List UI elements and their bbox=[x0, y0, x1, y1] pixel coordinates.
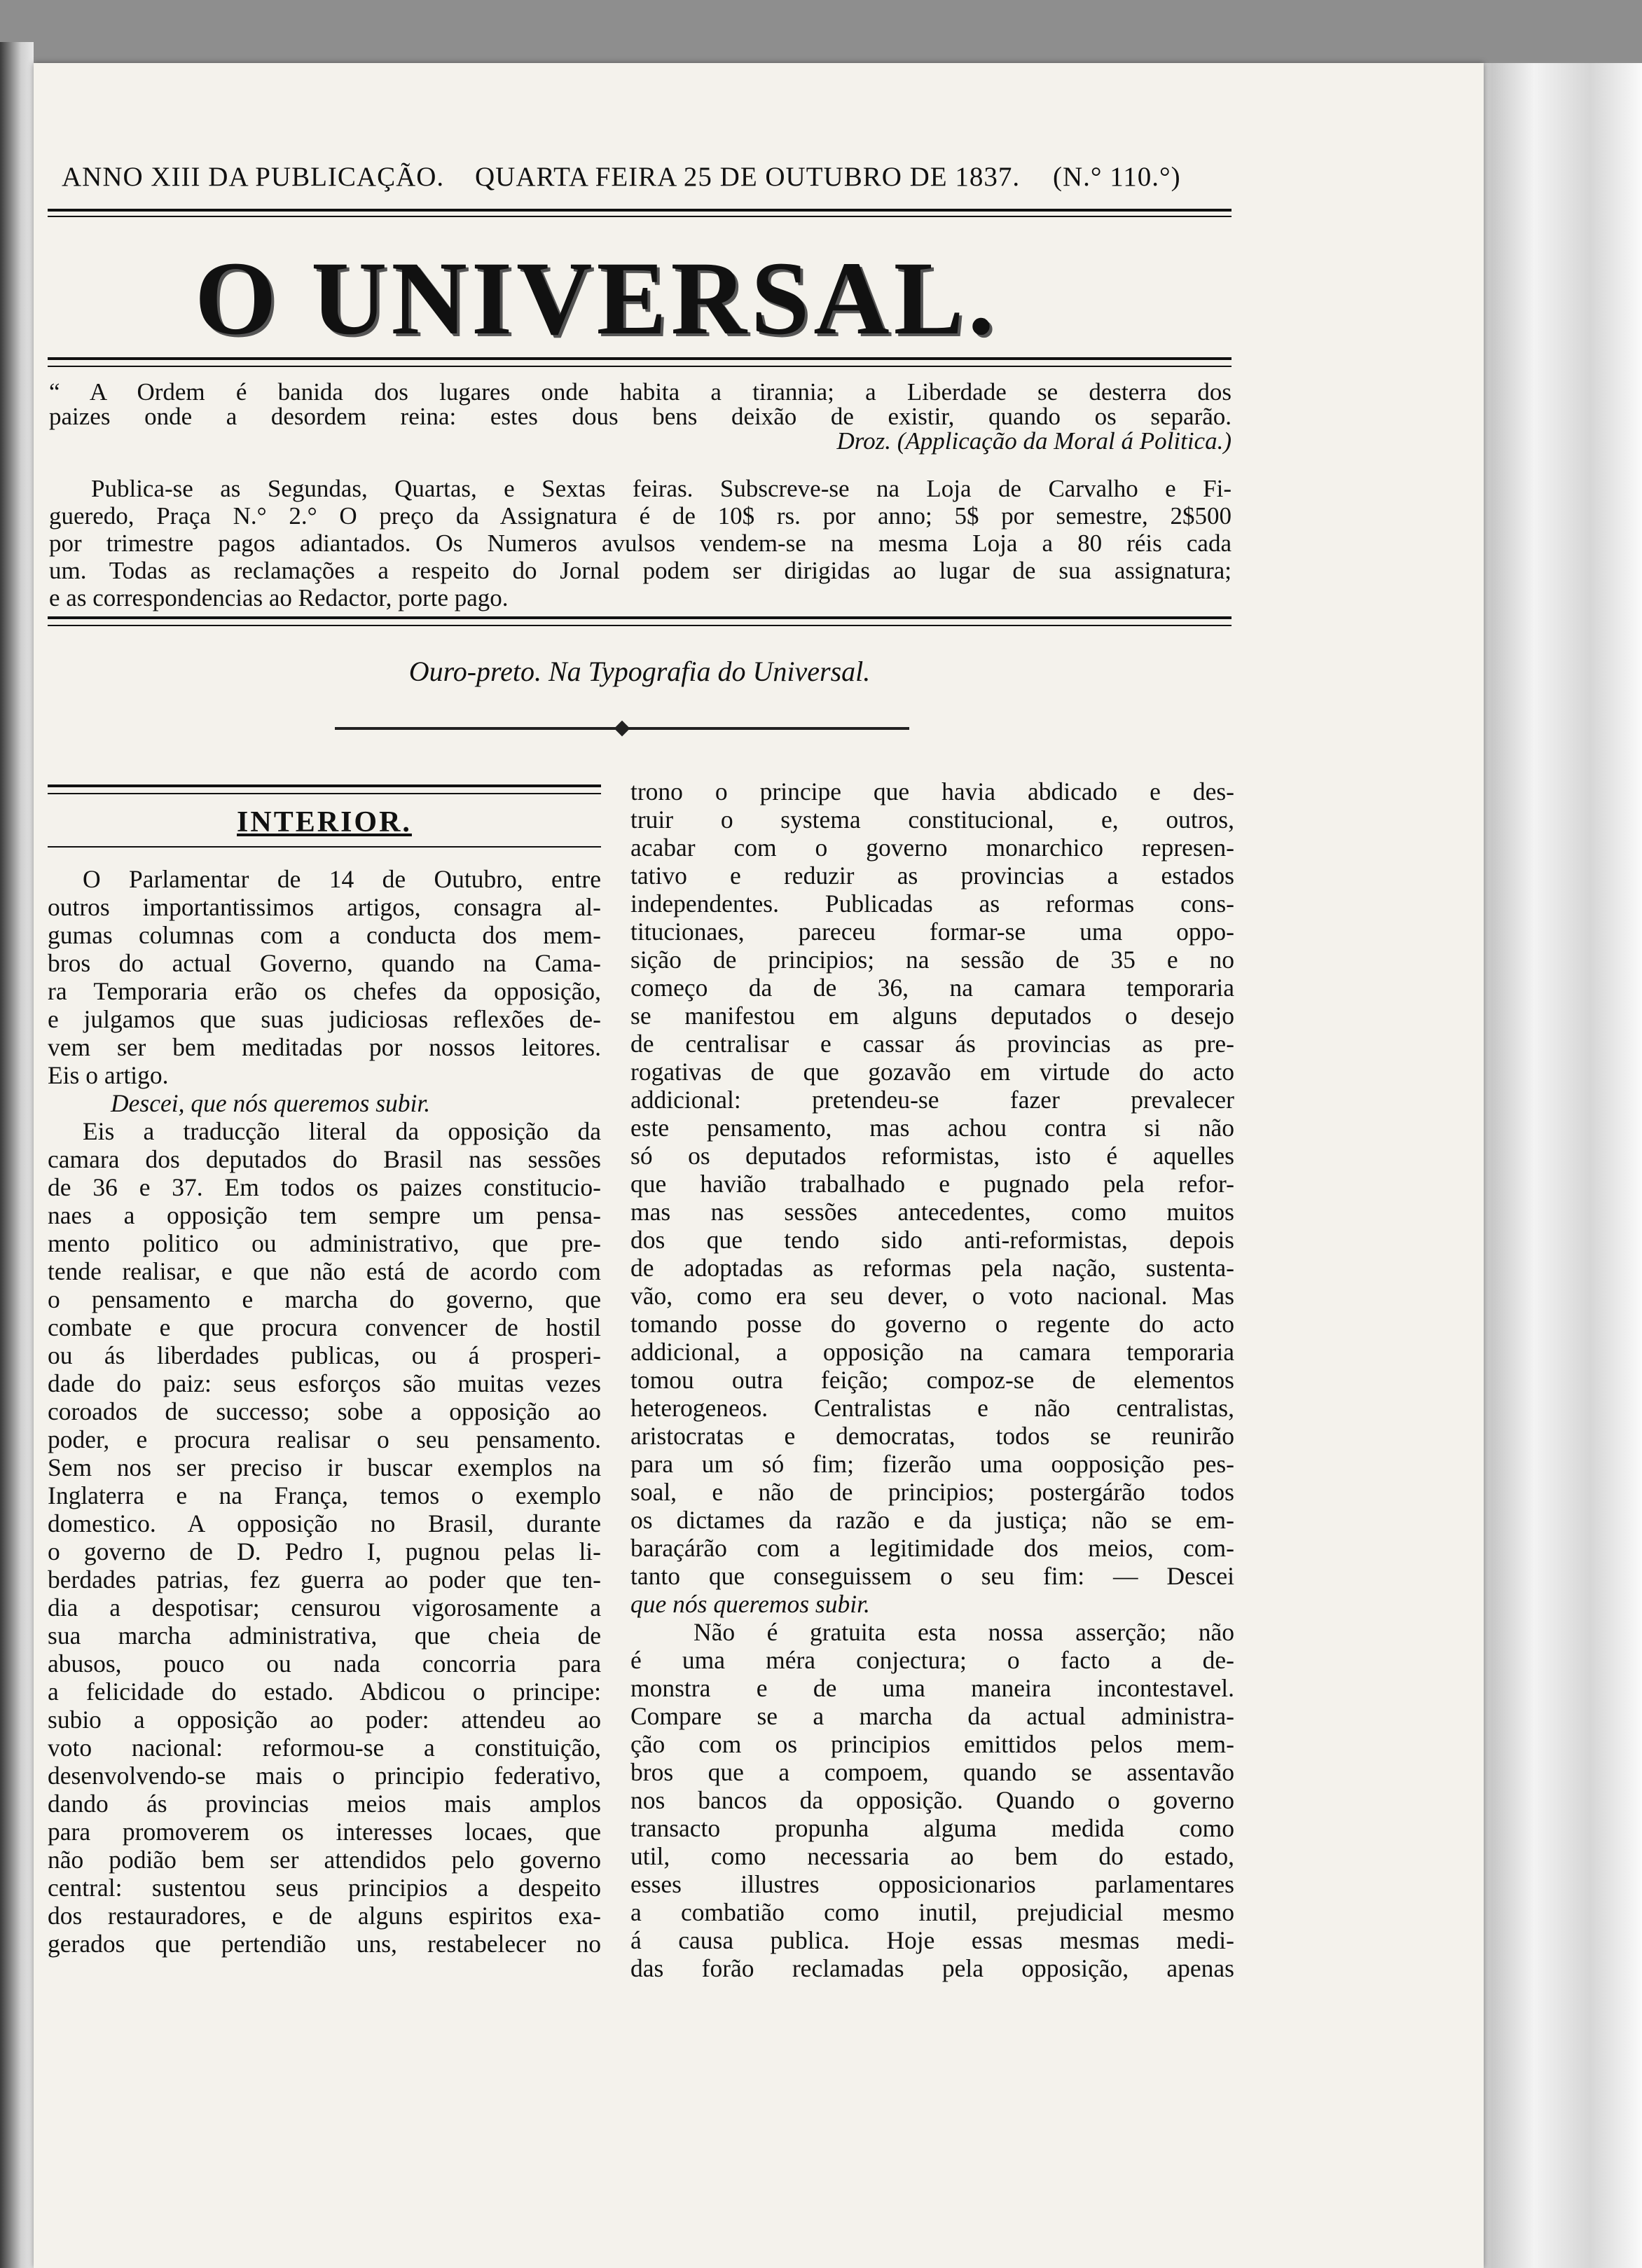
issue-number: (N.° 110.°) bbox=[1053, 162, 1181, 192]
article-line: Inglaterra e na França, temos o exemplo bbox=[48, 1481, 601, 1509]
masthead-rule bbox=[48, 357, 1232, 360]
article-line: poder, e procura realisar o seu pensamento. bbox=[48, 1425, 601, 1453]
article-line: de centralisar e cassar ás provincias as pre- bbox=[630, 1030, 1234, 1058]
article-line: aristocratas e democratas, todos se reunirão bbox=[630, 1422, 1234, 1450]
article-line: independentes. Publicadas as reformas cons- bbox=[630, 890, 1234, 918]
publication-line: por trimestre pagos adiantados. Os Numeros avulsos vendem-se na mesma Loja a 80 réis cada bbox=[49, 530, 1232, 557]
article-line: soal, e não de principios; postergárão todos bbox=[630, 1478, 1234, 1506]
article-line: mas nas sessões antecedentes, como muitos bbox=[630, 1198, 1234, 1226]
article-line: voto nacional: reformou-se a constituição, bbox=[48, 1734, 601, 1762]
motto-source: Droz. (Applicação da Moral á Politica.) bbox=[836, 427, 1232, 455]
article-line: heterogeneos. Centralistas e não centralistas, bbox=[630, 1394, 1234, 1422]
article-line: O Parlamentar de 14 de Outubro, entre bbox=[83, 865, 601, 893]
article-line: subio a opposição ao poder: attendeu ao bbox=[48, 1706, 601, 1734]
info-rule bbox=[48, 616, 1232, 619]
article-line: Eis a traducção literal da opposição da bbox=[83, 1117, 601, 1145]
article-line: rogativas de que gozavão em virtude do acto bbox=[630, 1058, 1234, 1086]
newspaper-page bbox=[34, 63, 1484, 2268]
publication-info bbox=[49, 475, 1232, 611]
article-line: nos bancos da opposição. Quando o governo bbox=[630, 1786, 1234, 1814]
header-rule bbox=[48, 209, 1232, 212]
article-line: começo da de 36, na camara temporaria bbox=[630, 974, 1234, 1002]
article-line: se manifestou em alguns deputados o desejo bbox=[630, 1002, 1234, 1030]
article-line: ção com os principios emittidos pelos mem- bbox=[630, 1730, 1234, 1758]
article-line: bros que a compoem, quando se assentavão bbox=[630, 1758, 1234, 1786]
section-rule-bottom bbox=[48, 846, 601, 848]
article-line: camara dos deputados do Brasil nas sessões bbox=[48, 1145, 601, 1173]
masthead-title: O UNIVERSAL. bbox=[195, 240, 999, 357]
article-line: de adoptadas as reformas pela nação, sustenta- bbox=[630, 1254, 1234, 1282]
article-line: e julgamos que suas judiciosas reflexões de- bbox=[48, 1005, 601, 1033]
article-column-2 bbox=[630, 777, 1234, 1982]
article-line: Sem nos ser preciso ir buscar exemplos na bbox=[48, 1453, 601, 1481]
article-line: dos que tendo sido anti-reformistas, depois bbox=[630, 1226, 1234, 1254]
article-line: vão, como era seu dever, o voto nacional. Mas bbox=[630, 1282, 1234, 1310]
info-rule-thin bbox=[48, 625, 1232, 626]
header-rule-thin bbox=[48, 216, 1232, 217]
article-line: ou ás liberdades publicas, ou á prosperi- bbox=[48, 1341, 601, 1369]
article-line: só os deputados reformistas, isto é aquelles bbox=[630, 1142, 1234, 1170]
publication-line: um. Todas as reclamações a respeito do Jornal podem ser dirigidas ao lugar de sua assignatura; bbox=[49, 557, 1232, 584]
article-line: transacto propunha alguma medida como bbox=[630, 1814, 1234, 1842]
article-line: outros importantissimos artigos, consagra al- bbox=[48, 893, 601, 921]
article-line: tativo e reduzir as provincias a estados bbox=[630, 862, 1234, 890]
article-line: combate e que procura convencer de hostil bbox=[48, 1313, 601, 1341]
publication-line: gueredo, Praça N.° 2.° O preço da Assignatura é de 10$ rs. por anno; 5$ por semestre, 2$500 bbox=[49, 502, 1232, 530]
article-line: o governo de D. Pedro I, pugnou pelas li- bbox=[48, 1537, 601, 1565]
publication-line: Publica-se as Segundas, Quartas, e Sextas feiras. Subscreve-se na Loja de Carvalho e Fi- bbox=[91, 475, 1232, 502]
article-line: berdades patrias, fez guerra ao poder que ten- bbox=[48, 1565, 601, 1593]
issue-year: ANNO XIII DA PUBLICAÇÃO. bbox=[62, 162, 445, 192]
article-line: sição de principios; na sessão de 35 e no bbox=[630, 946, 1234, 974]
article-line: tanto que conseguissem o seu fim: — Descei bbox=[630, 1562, 1234, 1590]
article-line: ra Temporaria erão os chefes da opposição, bbox=[48, 977, 601, 1005]
article-line: Eis o artigo. bbox=[48, 1061, 169, 1089]
article-line: addicional: pretendeu-se fazer prevalecer bbox=[630, 1086, 1234, 1114]
article-line: desenvolvendo-se mais o principio federativo, bbox=[48, 1762, 601, 1790]
motto-line: “ A Ordem é banida dos lugares onde habita a tirannia; a Liberdade se desterra dos bbox=[49, 378, 1232, 406]
article-line: os dictames da razão e da justiça; não se em- bbox=[630, 1506, 1234, 1534]
article-line: Não é gratuita esta nossa asserção; não bbox=[694, 1618, 1234, 1646]
article-line: titucionaes, pareceu formar-se uma oppo- bbox=[630, 918, 1234, 946]
article-line: o pensamento e marcha do governo, que bbox=[48, 1285, 601, 1313]
publication-line: e as correspondencias ao Redactor, porte pago. bbox=[49, 584, 509, 611]
article-line: gerados que pertendião uns, restabelecer no bbox=[48, 1930, 601, 1958]
section-rule-top bbox=[48, 784, 601, 787]
article-line: de 36 e 37. Em todos os paizes constitucio- bbox=[48, 1173, 601, 1201]
motto-line: paizes onde a desordem reina: estes dous bens deixão de existir, quando os separão. bbox=[49, 403, 1232, 430]
article-line: acabar com o governo monarchico represen- bbox=[630, 834, 1234, 862]
article-line: a felicidade do estado. Abdicou o principe: bbox=[48, 1678, 601, 1706]
article-line: dos restauradores, e de alguns espiritos exa- bbox=[48, 1902, 601, 1930]
article-line: a combatião como inutil, prejudicial mesmo bbox=[630, 1898, 1234, 1926]
article-line: é uma méra conjectura; o facto a de- bbox=[630, 1646, 1234, 1674]
article-column-1 bbox=[48, 865, 601, 1958]
article-line: abusos, pouco ou nada concorria para bbox=[48, 1650, 601, 1678]
article-line: monstra e de uma maneira incontestavel. bbox=[630, 1674, 1234, 1702]
article-line: sua marcha administrativa, que cheia de bbox=[48, 1622, 601, 1650]
article-line: central: sustentou seus principios a despeito bbox=[48, 1874, 601, 1902]
article-line: gumas columnas com a conducta dos mem- bbox=[48, 921, 601, 949]
article-line: dando ás provincias meios mais amplos bbox=[48, 1790, 601, 1818]
article-line: naes a opposição tem sempre um pensa- bbox=[48, 1201, 601, 1229]
section-title: INTERIOR. bbox=[237, 806, 412, 838]
article-line: util, como necessaria ao bem do estado, bbox=[630, 1842, 1234, 1870]
adjacent-page-edge bbox=[0, 42, 34, 2268]
ornament-diamond bbox=[614, 721, 630, 737]
article-line: dade do paiz: seus esforços são muitas vezes bbox=[48, 1369, 601, 1397]
article-line: tende realisar, e que não está de acordo com bbox=[48, 1257, 601, 1285]
article-line: das forão reclamadas pela opposição, apenas bbox=[630, 1954, 1234, 1982]
article-line: esses illustres opposicionarios parlamentares bbox=[630, 1870, 1234, 1898]
article-line: Compare se a marcha da actual administra- bbox=[630, 1702, 1234, 1730]
article-line: este pensamento, mas achou contra si não bbox=[630, 1114, 1234, 1142]
article-line: para promoverem os interesses locaes, que bbox=[48, 1818, 601, 1846]
article-line: que nós queremos subir. bbox=[630, 1590, 870, 1618]
article-line: tomou outra feição; compoz-se de elementos bbox=[630, 1366, 1234, 1394]
article-line: não podião bem ser attendidos pelo governo bbox=[48, 1846, 601, 1874]
imprint: Ouro-preto. Na Typografia do Universal. bbox=[408, 656, 871, 687]
article-line: trono o principe que havia abdicado e des- bbox=[630, 777, 1234, 805]
section-rule-top-thin bbox=[48, 793, 601, 794]
article-line: tomando posse do governo o regente do acto bbox=[630, 1310, 1234, 1338]
article-line: dia a despotisar; censurou vigorosamente a bbox=[48, 1593, 601, 1622]
issue-date: QUARTA FEIRA 25 DE OUTUBRO DE 1837. bbox=[475, 162, 1021, 192]
motto-block bbox=[49, 380, 1232, 453]
article-line: coroados de successo; sobe a opposição ao bbox=[48, 1397, 601, 1425]
article-subtitle: Descei, que nós queremos subir. bbox=[111, 1089, 431, 1117]
article-line: á causa publica. Hoje essas mesmas medi- bbox=[630, 1926, 1234, 1954]
article-line: para um só fim; fizerão uma oopposição pes- bbox=[630, 1450, 1234, 1478]
article-line: que havião trabalhado e pugnado pela refor- bbox=[630, 1170, 1234, 1198]
article-line: truir o systema constitucional, e, outros, bbox=[630, 805, 1234, 834]
article-line: addicional, a opposição na camara temporaria bbox=[630, 1338, 1234, 1366]
article-line: baraçárão com a legitimidade dos meios, com- bbox=[630, 1534, 1234, 1562]
article-line: domestico. A opposição no Brasil, durante bbox=[48, 1509, 601, 1537]
article-line: mento politico ou administrativo, que pre- bbox=[48, 1229, 601, 1257]
masthead-rule-thin bbox=[48, 366, 1232, 367]
article-line: vem ser bem meditadas por nossos leitores. bbox=[48, 1033, 601, 1061]
article-line: bros do actual Governo, quando na Cama- bbox=[48, 949, 601, 977]
